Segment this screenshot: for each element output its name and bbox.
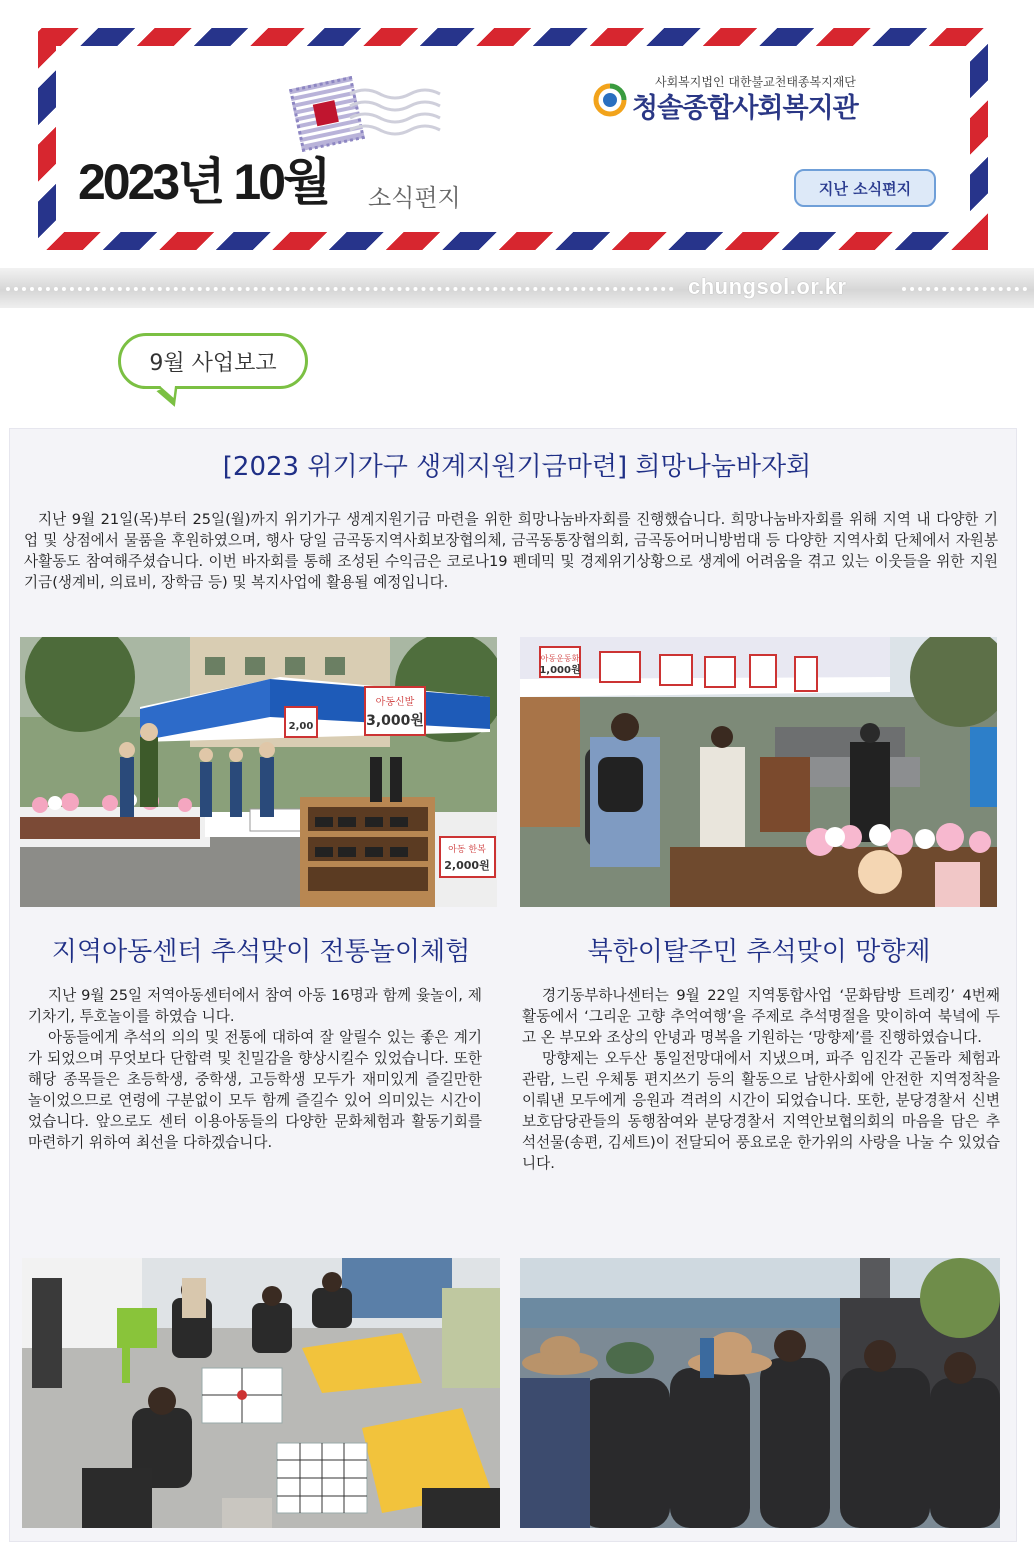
right-article-paragraph-1: 경기동부하나센터는 9월 22일 지역통합사업 ‘문화탐방 트레킹’ 4번째 활동에서 ‘그리운 고향 추억여행’을 주제로 추석명절을 맞이하여 북녘에 두고 온 부모와 조상의 안녕과 명복을 기원하는 ‘망향제’를 진행하였습니다. (522, 987, 1000, 1046)
section-badge: 9월 사업보고 (118, 333, 308, 389)
issue-subtitle: 소식편지 (368, 184, 461, 212)
main-article-title: [2023 위기가구 생계지원기금마련] 희망나눔바자회 (222, 452, 812, 482)
issue-title: 2023년 10월 (78, 154, 329, 210)
main-article-body: 지난 9월 21일(목)부터 25일(월)까지 위기가구 생계지원기금 마련을 위한 희망나눔바자회를 진행했습니다. 희망나눔바자회를 위해 지역 내 다양한 기업 및 상점에서 물품을 후원하였으며, 행사 당일 금곡동지역사회보장협의체, 금곡동통장협의회, 금곡동어머니방범대 등 다양한 지역사회 단체에서 자원봉사활동도 참여해주셨습니다. 이번 바자회를 통해 조성된 수익금은 코로나19 펜데믹 및 경제위기상황으로 생계에 어려움을 겪고 있는 이웃들을 위한 지원기금(생계비, 의료비, 장학금 등) 및 복지사업에 활용될 예정입니다. (24, 511, 998, 591)
org-parent-name: 사회복지법인 대한불교천태종복지재단 (655, 75, 856, 89)
org-logo-icon (593, 83, 627, 117)
url-band (0, 268, 1034, 308)
memorial-ceremony-photo (520, 1258, 1000, 1528)
sign-label-1: 아동신발 (375, 697, 415, 708)
traditional-games-photo (22, 1258, 500, 1528)
right-article-body (522, 985, 1000, 1174)
sign-price-3: 1,000원 (539, 665, 581, 676)
past-newsletter-button[interactable]: 지난 소식편지 (794, 169, 936, 207)
left-article-title: 지역아동센터 추석맞이 전통놀이체험 (51, 937, 471, 967)
left-article-paragraph-2: 아동들에게 추석의 의의 및 전통에 대하여 잘 알릴수 있는 좋은 계기가 되었으며 무엇보다 단합력 및 친밀감을 향상시킬수 있었습니다. 또한 해당 종목들은 초등학생, 중학생, 고등학생 모두가 재미있게 즐길만한 놀이었으므로 연령에 구분없이 모두 함께 즐길수 있어 의미있는 시간이었습니다. 앞으로도 센터 이용아동들의 다양한 문화체험과 활동기회를 마련하기 위하여 최선을 다하겠습니다. (28, 1029, 482, 1151)
header-envelope (38, 28, 988, 250)
url-divider-right (902, 287, 1027, 291)
sign-price-1: 3,000원 (366, 713, 424, 729)
org-name[interactable]: 청솔종합사회복지관 (632, 93, 858, 124)
site-url-link[interactable]: chungsol.or.kr (688, 274, 847, 299)
price-tag-label: 아동 한복 (448, 845, 486, 855)
price-tag-value: 2,000원 (444, 859, 490, 872)
bazaar-photo-1 (20, 637, 497, 907)
url-divider-left (6, 287, 674, 291)
left-article-paragraph-1: 지난 9월 25일 저역아동센터에서 참여 아동 16명과 함께 윷놀이, 제기차기, 투호놀이를 하였습 니다. (28, 987, 482, 1025)
left-article-body (28, 985, 482, 1153)
right-article-title: 북한이탈주민 추석맞이 망향제 (587, 937, 931, 967)
bazaar-photo-2 (520, 637, 997, 907)
right-article-paragraph-2: 망향제는 오두산 통일전망대에서 지냈으며, 파주 임진각 곤돌라 체험과 관람, 느린 우체통 편지쓰기 등의 활동으로 남한사회에 안전한 지역정착을 이뤄낸 모두에게 응원과 격려의 시간이 되었습니다. 또한, 분당경찰서 신변보호담당관들의 동행참여와 분당경찰서 지역안보협의회의 마음을 담은 추석선물(송편, 김세트)이 전달되어 풍요로운 한가위의 사랑을 나눌 수 있었습니다. (522, 1050, 1000, 1172)
postmark-wave-icon (345, 82, 455, 142)
sign-label-2: 아동운동화 (540, 654, 580, 663)
sign-price-2: 2,00 (288, 721, 314, 732)
